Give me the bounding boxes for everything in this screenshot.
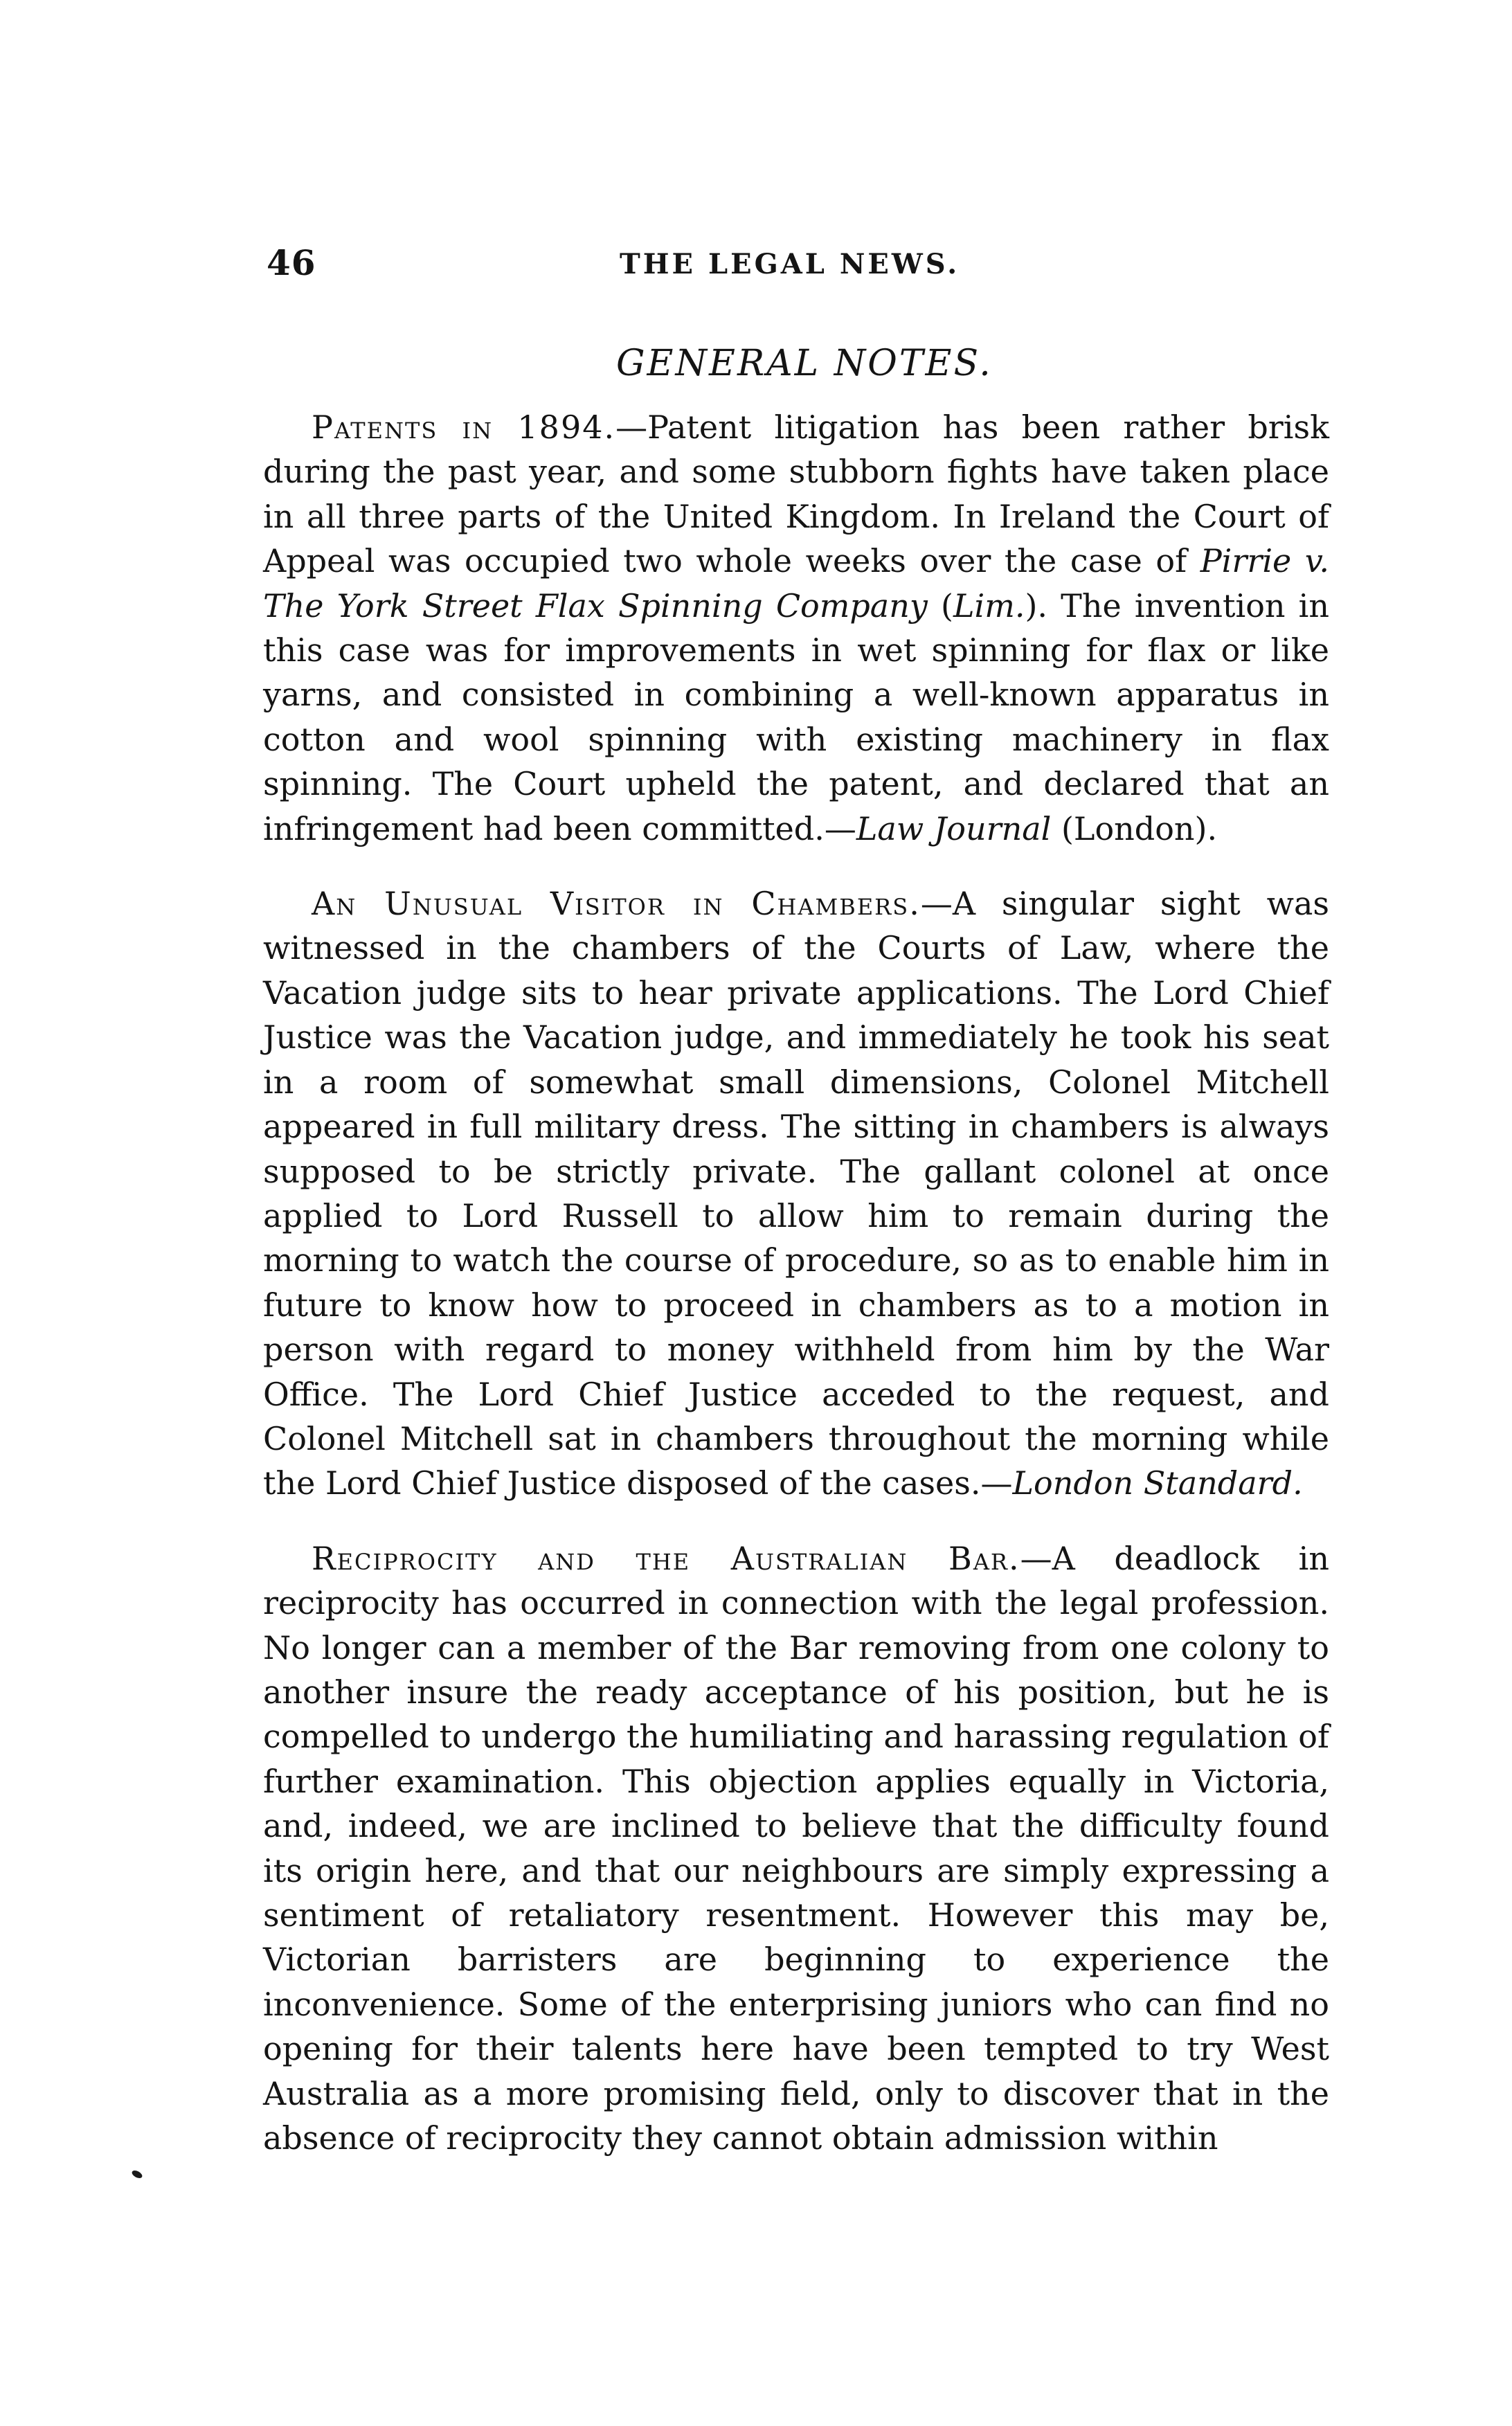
article-text: —A deadlock in reciprocity has occurred in connection with the legal profession. No longer can a member of the Bar removing from one colony to another insure the ready acceptance of his position, but he is compelled to undergo the humiliating and harassing regulation of further examination. This objection applies equally in Victoria, and, indeed, we are inclined to believe that the difficulty found its origin here, and that our neighbours are simply expressing a sentiment of retaliatory resentment. However this may be, Victorian barristers are beginning to experience the inconvenience. Some of the enterprising juniors who can find no opening for their talents here have been tempted to try West Australia as a more promising field, only to discover that in the absence of reciprocity they cannot obtain admission within	[263, 1539, 1329, 2157]
article-text: —Patent litigation has been rather brisk during the past year, and some stubborn fights have taken place in all three parts of the United Kingdom. In Ireland the Court of Appeal was occupied two whole weeks over the case of	[263, 408, 1329, 580]
article-lead: An Unusual Visitor in Chambers.	[312, 885, 921, 923]
case-suffix: Lim.	[953, 586, 1025, 625]
article-unusual-visitor	[263, 881, 1329, 1506]
running-head	[267, 242, 1333, 291]
article-lead: Patents in 1894.	[312, 408, 616, 446]
section-title: GENERAL NOTES.	[616, 343, 993, 384]
case-name: Pirrie v. The York Street Flax Spinning Company	[263, 542, 1330, 625]
article-text: ). The invention in this case was for improvements in wet spinning for flax or like yarns, and consisted in combining a well-known apparatus in cotton and wool spinning with existing machinery in flax spinning. The Court upheld the patent, and declared that an infringement had been committed.—	[263, 586, 1330, 847]
article-patents	[263, 405, 1329, 851]
journal-title: THE LEGAL NEWS.	[620, 248, 960, 280]
article-text: (	[927, 586, 953, 625]
article-text: —A singular sight was witnessed in the chambers of the Courts of Law, where the Vacation judge sits to hear private applications. The Lord Chief Justice was the Vacation judge, and immediately he took his seat in a room of somewhat small dimensions, Colonel Mitchell appeared in full military dress. The sitting in chambers is always supposed to be strictly private. The gallant colonel at once applied to Lord Russell to allow him to remain during the morning to watch the course of procedure, so as to enable him in future to know how to proceed in chambers as to a motion in person with regard to money withheld from him by the War Office. The Lord Chief Justice acceded to the request, and Colonel Mitchell sat in chambers throughout the morning while the Lord Chief Justice disposed of the cases.—	[263, 885, 1330, 1502]
page-number: 46	[267, 242, 316, 283]
article-lead: Reciprocity and the Australian Bar.	[312, 1539, 1020, 1577]
article-body	[263, 405, 1329, 2191]
article-source: London Standard.	[1012, 1464, 1303, 1502]
article-source: Law Journal	[856, 809, 1052, 847]
article-reciprocity	[263, 1536, 1329, 2161]
ink-speck	[131, 2169, 143, 2180]
article-source-suffix: (London).	[1051, 809, 1218, 847]
